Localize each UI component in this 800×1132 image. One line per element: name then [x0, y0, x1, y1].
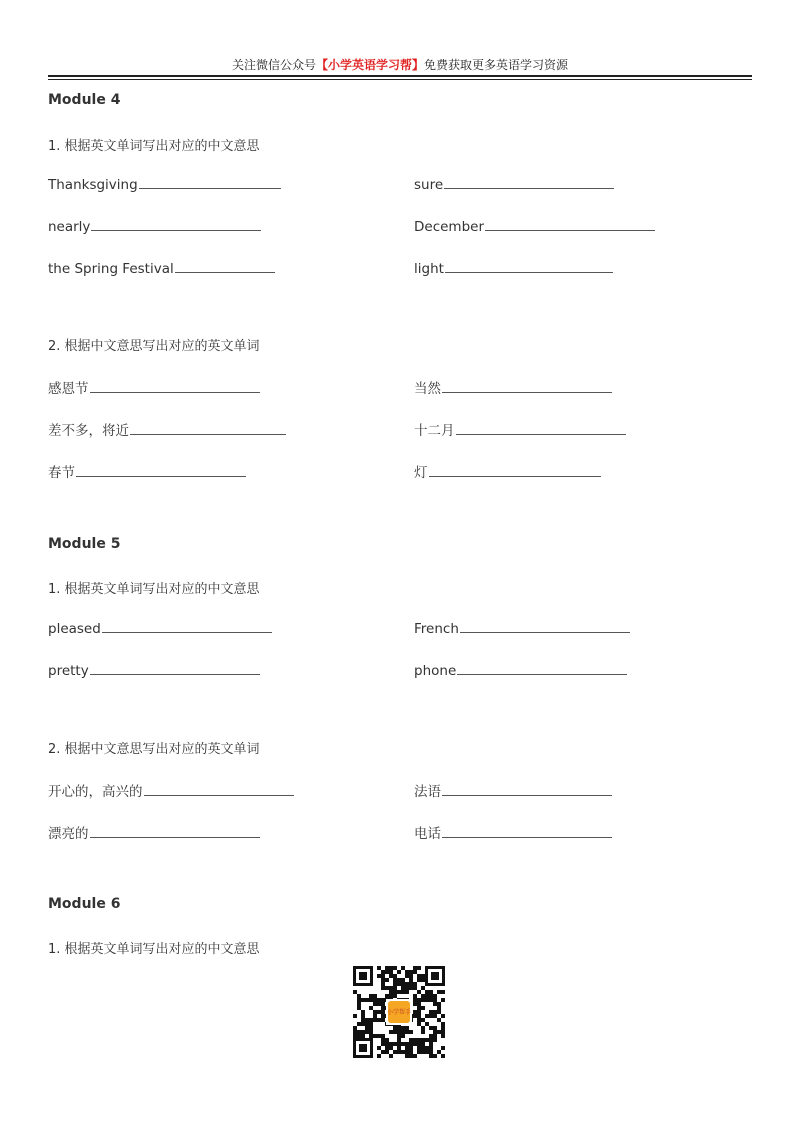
answer-blank[interactable] — [90, 662, 260, 675]
module-5-item — [48, 780, 294, 800]
answer-blank[interactable] — [442, 783, 612, 796]
item-label: 漂亮的 — [48, 826, 89, 842]
answer-blank[interactable] — [429, 464, 601, 477]
module-4-item — [48, 377, 260, 397]
module-4-question-1: 1. 根据英文单词写出对应的中文意思 — [48, 139, 260, 154]
module-5-question-1: 1. 根据英文单词写出对应的中文意思 — [48, 582, 260, 597]
item-label: 法语 — [414, 784, 441, 800]
module-4-item — [414, 461, 601, 481]
header-suffix: 免费获取更多英语学习资源 — [424, 58, 569, 72]
module-4-item — [414, 260, 613, 277]
item-label: French — [414, 621, 459, 637]
item-label: pleased — [48, 621, 101, 637]
answer-blank[interactable] — [175, 260, 275, 273]
item-label: 差不多，将近 — [48, 423, 129, 439]
answer-blank[interactable] — [457, 662, 627, 675]
module-5-item — [48, 620, 272, 637]
module-5-item — [48, 662, 260, 679]
header-divider-thin — [48, 79, 752, 80]
qr-code — [353, 966, 445, 1058]
item-label: pretty — [48, 663, 89, 679]
item-label: Thanksgiving — [48, 177, 138, 193]
item-label: 当然 — [414, 381, 441, 397]
module-4-item — [414, 377, 612, 397]
module-4-item — [48, 419, 286, 439]
module-4-item — [48, 218, 261, 235]
answer-blank[interactable] — [76, 464, 246, 477]
answer-blank[interactable] — [144, 783, 294, 796]
item-label: December — [414, 219, 485, 235]
module-4-item — [48, 176, 281, 193]
answer-blank[interactable] — [442, 380, 612, 393]
module-4-item — [48, 461, 246, 481]
header-divider — [48, 75, 752, 77]
item-label: 春节 — [48, 465, 75, 481]
answer-blank[interactable] — [460, 620, 630, 633]
module-4-item — [414, 176, 614, 193]
item-label: phone — [414, 663, 457, 679]
module-4-item — [414, 419, 626, 439]
module-5-item — [414, 662, 627, 679]
item-label: the Spring Festival — [48, 261, 174, 277]
module-5-item — [414, 780, 612, 800]
item-label: 灯 — [414, 465, 428, 481]
module-6-question-1: 1. 根据英文单词写出对应的中文意思 — [48, 942, 260, 957]
answer-blank[interactable] — [456, 422, 626, 435]
answer-blank[interactable] — [91, 218, 261, 231]
module-4-title: Module 4 — [48, 92, 121, 108]
answer-blank[interactable] — [445, 260, 613, 273]
module-5-title: Module 5 — [48, 536, 121, 552]
qr-logo-text: 小学帮手 — [386, 1009, 412, 1016]
module-6-title: Module 6 — [48, 896, 121, 912]
item-label: light — [414, 261, 444, 277]
answer-blank[interactable] — [90, 380, 260, 393]
answer-blank[interactable] — [130, 422, 286, 435]
item-label: 感恩节 — [48, 381, 89, 397]
answer-blank[interactable] — [485, 218, 655, 231]
item-label: sure — [414, 177, 444, 193]
answer-blank[interactable] — [102, 620, 272, 633]
header-prefix: 关注微信公众号 — [231, 58, 316, 72]
module-4-question-2: 2. 根据中文意思写出对应的英文单词 — [48, 339, 260, 354]
module-5-item — [414, 822, 612, 842]
module-4-item — [414, 218, 655, 235]
header-brand: 【小学英语学习帮】 — [315, 58, 424, 72]
answer-blank[interactable] — [442, 825, 612, 838]
module-5-item — [414, 620, 630, 637]
answer-blank[interactable] — [139, 176, 281, 189]
answer-blank[interactable] — [444, 176, 614, 189]
answer-blank[interactable] — [90, 825, 260, 838]
item-label: 十二月 — [414, 423, 455, 439]
module-5-item — [48, 822, 260, 842]
item-label: 开心的，高兴的 — [48, 784, 143, 800]
page-header — [48, 56, 752, 73]
item-label: 电话 — [414, 826, 441, 842]
module-4-item — [48, 260, 275, 277]
module-5-question-2: 2. 根据中文意思写出对应的英文单词 — [48, 742, 260, 757]
item-label: nearly — [48, 219, 91, 235]
